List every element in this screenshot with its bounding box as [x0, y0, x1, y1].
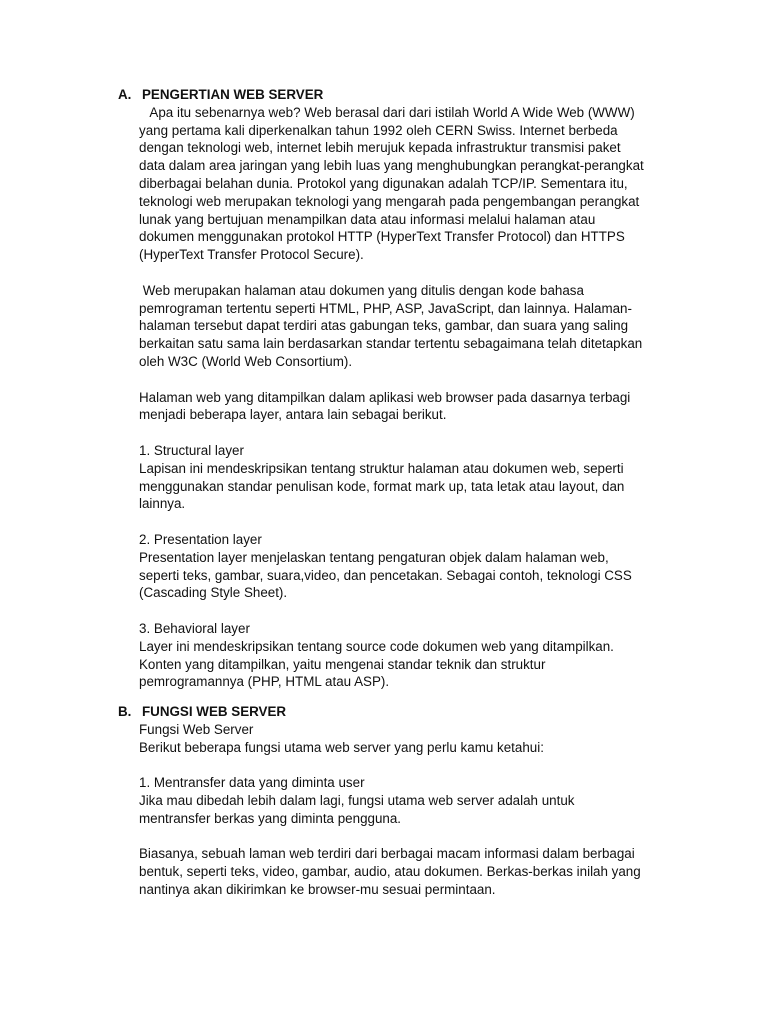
text-line: Fungsi Web Server — [139, 721, 254, 737]
text-line: diberbagai belahan dunia. Protokol yang digunakan adalah TCP/IP. Sementara itu, — [139, 175, 628, 191]
text-line: seperti teks, gambar, suara,video, dan pencetakan. Sebagai contoh, teknologi CSS — [139, 567, 632, 583]
section-b — [118, 703, 678, 899]
list-item-title: 2. Presentation layer — [139, 531, 262, 547]
list-item-title: 1. Mentransfer data yang diminta user — [139, 775, 365, 791]
paragraph — [139, 389, 679, 425]
section-a-heading — [118, 86, 678, 104]
text-line: dokumen menggunakan protokol HTTP (HyperText Transfer Protocol) dan HTTPS — [139, 229, 625, 245]
section-a — [118, 86, 678, 691]
text-line: menggunakan standar penulisan kode, format mark up, tata letak atau layout, dan — [139, 478, 625, 494]
list-item-title: 3. Behavioral layer — [139, 620, 250, 636]
paragraph — [139, 282, 679, 371]
section-a-title: PENGERTIAN WEB SERVER — [142, 87, 324, 102]
text-line: lainnya. — [139, 496, 186, 512]
section-b-marker: B. — [118, 704, 132, 719]
text-line: berkaitan satu sama lain berdasarkan standar tertentu sebagaimana telah ditetapkan — [139, 336, 643, 352]
text-line: Lapisan ini mendeskripsikan tentang struktur halaman atau dokumen web, seperti — [139, 460, 624, 476]
text-line: (Cascading Style Sheet). — [139, 585, 288, 601]
paragraph — [139, 104, 679, 264]
text-line: Apa itu sebenarnya web? Web berasal dari dari istilah World A Wide Web (WWW) — [139, 104, 635, 120]
text-line: teknologi web merupakan teknologi yang mengarah pada pengembangan perangkat — [139, 193, 640, 209]
text-line: Halaman web yang ditampilkan dalam aplikasi web browser pada dasarnya terbagi — [139, 389, 631, 405]
text-line: pemrograman tertentu seperti HTML, PHP, ASP, JavaScript, dan lainnya. Halaman- — [139, 300, 632, 316]
paragraph — [139, 721, 679, 757]
section-a-marker: A. — [118, 87, 132, 102]
section-b-heading — [118, 703, 678, 721]
text-line: mentransfer berkas yang diminta pengguna. — [139, 810, 402, 826]
text-line: (HyperText Transfer Protocol Secure). — [139, 247, 364, 263]
text-line: Jika mau dibedah lebih dalam lagi, fungsi utama web server adalah untuk — [139, 792, 575, 808]
text-line: bentuk, seperti teks, video, gambar, audio, atau dokumen. Berkas-berkas inilah yang — [139, 864, 641, 880]
layer-item-structural — [139, 442, 679, 513]
section-b-title: FUNGSI WEB SERVER — [142, 704, 287, 719]
list-item-title: 1. Structural layer — [139, 442, 244, 458]
text-line: Layer ini mendeskripsikan tentang source code dokumen web yang ditampilkan. — [139, 638, 614, 654]
function-item-transfer — [139, 774, 679, 827]
text-line: yang pertama kali diperkenalkan tahun 1992 oleh CERN Swiss. Internet berbeda — [139, 122, 618, 138]
section-a-body — [139, 104, 679, 691]
text-line: nantinya akan dikirimkan ke browser-mu sesuai permintaan. — [139, 881, 496, 897]
text-line: Presentation layer menjelaskan tentang pengaturan objek dalam halaman web, — [139, 549, 609, 565]
text-line: lunak yang bertujuan menampilkan data atau informasi melalui halaman atau — [139, 211, 596, 227]
layer-item-presentation — [139, 531, 679, 602]
text-line: Konten yang ditampilkan, yaitu mengenai standar teknik dan struktur — [139, 656, 546, 672]
paragraph — [139, 845, 679, 898]
text-line: halaman tersebut dapat terdiri atas gabungan teks, gambar, dan suara yang saling — [139, 318, 629, 334]
text-line: pemrogramannya (PHP, HTML atau ASP). — [139, 674, 390, 690]
text-line: oleh W3C (World Web Consortium). — [139, 353, 353, 369]
text-line: data dalam area jaringan yang lebih luas yang menghubungkan perangkat-perangkat — [139, 158, 644, 174]
text-line: dengan teknologi web, internet lebih merujuk kepada infrastruktur transmisi paket — [139, 140, 621, 156]
layer-item-behavioral — [139, 620, 679, 691]
text-line: Berikut beberapa fungsi utama web server yang perlu kamu ketahui: — [139, 739, 544, 755]
text-line: Web merupakan halaman atau dokumen yang ditulis dengan kode bahasa — [139, 282, 584, 298]
section-b-body — [139, 721, 679, 899]
text-line: Biasanya, sebuah laman web terdiri dari berbagai macam informasi dalam berbagai — [139, 846, 635, 862]
text-line: menjadi beberapa layer, antara lain sebagai berikut. — [139, 407, 447, 423]
